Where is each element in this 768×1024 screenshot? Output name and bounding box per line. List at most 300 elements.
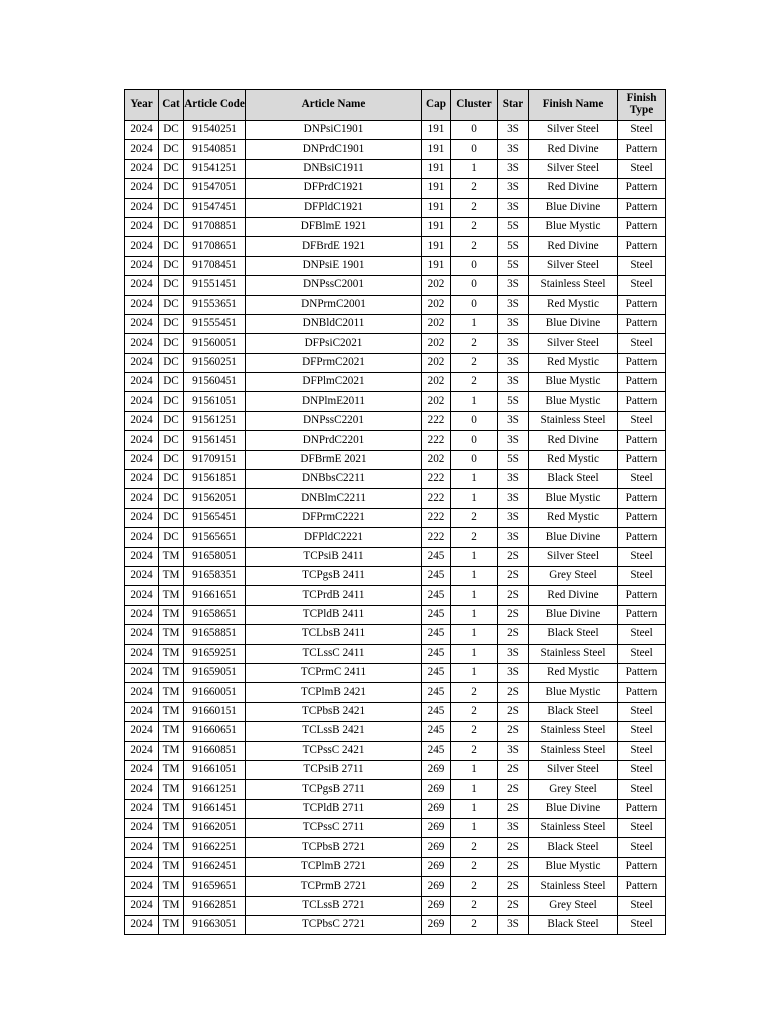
year-cell: 2024 bbox=[125, 450, 159, 469]
star-cell: 3S bbox=[498, 663, 529, 682]
cluster-cell: 2 bbox=[451, 198, 498, 217]
year-cell: 2024 bbox=[125, 780, 159, 799]
finish-name-cell: Blue Mystic bbox=[529, 683, 618, 702]
finish-type-cell: Steel bbox=[618, 334, 666, 353]
star-cell: 3S bbox=[498, 528, 529, 547]
table-row bbox=[125, 838, 666, 857]
finish-name-cell: Black Steel bbox=[529, 470, 618, 489]
table-row bbox=[125, 625, 666, 644]
article-name-cell: DFPrdC1921 bbox=[246, 179, 422, 198]
finish-type-cell: Steel bbox=[618, 760, 666, 779]
cap-cell: 222 bbox=[422, 528, 451, 547]
star-cell: 2S bbox=[498, 586, 529, 605]
table-row bbox=[125, 741, 666, 760]
table-row bbox=[125, 489, 666, 508]
finish-type-cell: Pattern bbox=[618, 431, 666, 450]
cap-cell: 245 bbox=[422, 644, 451, 663]
finish-type-cell: Steel bbox=[618, 566, 666, 585]
finish-type-cell: Steel bbox=[618, 159, 666, 178]
article-code-cell: 91547051 bbox=[184, 179, 246, 198]
cat-cell: TM bbox=[159, 896, 184, 915]
table-row bbox=[125, 140, 666, 159]
cat-cell: DC bbox=[159, 508, 184, 527]
article-name-cell: TCPssC 2421 bbox=[246, 741, 422, 760]
table-row bbox=[125, 644, 666, 663]
finish-type-cell: Steel bbox=[618, 838, 666, 857]
finish-type-cell: Steel bbox=[618, 256, 666, 275]
cat-cell: TM bbox=[159, 916, 184, 935]
cluster-cell: 1 bbox=[451, 566, 498, 585]
article-name-cell: TCPssC 2711 bbox=[246, 819, 422, 838]
star-cell: 3S bbox=[498, 140, 529, 159]
cat-cell: TM bbox=[159, 702, 184, 721]
year-cell: 2024 bbox=[125, 663, 159, 682]
finish-type-cell: Pattern bbox=[618, 295, 666, 314]
cap-cell: 202 bbox=[422, 295, 451, 314]
star-cell: 2S bbox=[498, 605, 529, 624]
star-cell: 3S bbox=[498, 276, 529, 295]
header-cat: Cat bbox=[159, 90, 184, 121]
cluster-cell: 1 bbox=[451, 159, 498, 178]
table-row bbox=[125, 392, 666, 411]
finish-type-cell: Steel bbox=[618, 741, 666, 760]
cat-cell: DC bbox=[159, 314, 184, 333]
finish-type-cell: Pattern bbox=[618, 353, 666, 372]
finish-type-cell: Steel bbox=[618, 722, 666, 741]
article-name-cell: DFBlmE 1921 bbox=[246, 217, 422, 236]
article-table bbox=[124, 89, 666, 935]
cap-cell: 222 bbox=[422, 411, 451, 430]
finish-name-cell: Red Divine bbox=[529, 237, 618, 256]
year-cell: 2024 bbox=[125, 838, 159, 857]
table-row bbox=[125, 450, 666, 469]
year-cell: 2024 bbox=[125, 799, 159, 818]
finish-type-cell: Pattern bbox=[618, 217, 666, 236]
year-cell: 2024 bbox=[125, 547, 159, 566]
star-cell: 5S bbox=[498, 237, 529, 256]
star-cell: 3S bbox=[498, 295, 529, 314]
table-row bbox=[125, 586, 666, 605]
article-code-cell: 91547451 bbox=[184, 198, 246, 217]
cap-cell: 269 bbox=[422, 780, 451, 799]
cluster-cell: 2 bbox=[451, 353, 498, 372]
table-row bbox=[125, 760, 666, 779]
cluster-cell: 1 bbox=[451, 586, 498, 605]
article-name-cell: TCPldB 2411 bbox=[246, 605, 422, 624]
article-name-cell: DNPssC2001 bbox=[246, 276, 422, 295]
finish-name-cell: Stainless Steel bbox=[529, 276, 618, 295]
cap-cell: 202 bbox=[422, 450, 451, 469]
article-code-cell: 91561051 bbox=[184, 392, 246, 411]
article-code-cell: 91658351 bbox=[184, 566, 246, 585]
finish-name-cell: Silver Steel bbox=[529, 256, 618, 275]
finish-type-cell: Steel bbox=[618, 547, 666, 566]
article-code-cell: 91658051 bbox=[184, 547, 246, 566]
star-cell: 2S bbox=[498, 702, 529, 721]
article-name-cell: TCPlmB 2421 bbox=[246, 683, 422, 702]
cap-cell: 202 bbox=[422, 334, 451, 353]
year-cell: 2024 bbox=[125, 353, 159, 372]
table-row bbox=[125, 702, 666, 721]
star-cell: 3S bbox=[498, 411, 529, 430]
cluster-cell: 1 bbox=[451, 489, 498, 508]
article-name-cell: DNPssC2201 bbox=[246, 411, 422, 430]
table-row bbox=[125, 683, 666, 702]
cat-cell: TM bbox=[159, 877, 184, 896]
table-row bbox=[125, 314, 666, 333]
table-row bbox=[125, 295, 666, 314]
cap-cell: 269 bbox=[422, 877, 451, 896]
finish-type-cell: Steel bbox=[618, 819, 666, 838]
article-code-cell: 91659651 bbox=[184, 877, 246, 896]
table-row bbox=[125, 508, 666, 527]
article-name-cell: TCPsiB 2411 bbox=[246, 547, 422, 566]
cat-cell: TM bbox=[159, 838, 184, 857]
cat-cell: DC bbox=[159, 179, 184, 198]
star-cell: 3S bbox=[498, 121, 529, 140]
finish-name-cell: Blue Divine bbox=[529, 605, 618, 624]
article-name-cell: TCPgsB 2711 bbox=[246, 780, 422, 799]
finish-type-cell: Steel bbox=[618, 121, 666, 140]
table-row bbox=[125, 159, 666, 178]
table-header bbox=[125, 90, 666, 121]
article-name-cell: TCPbsC 2721 bbox=[246, 916, 422, 935]
cat-cell: DC bbox=[159, 217, 184, 236]
year-cell: 2024 bbox=[125, 179, 159, 198]
year-cell: 2024 bbox=[125, 314, 159, 333]
finish-name-cell: Grey Steel bbox=[529, 896, 618, 915]
cat-cell: TM bbox=[159, 722, 184, 741]
year-cell: 2024 bbox=[125, 140, 159, 159]
article-code-cell: 91658651 bbox=[184, 605, 246, 624]
table-row bbox=[125, 663, 666, 682]
cat-cell: TM bbox=[159, 741, 184, 760]
cluster-cell: 2 bbox=[451, 373, 498, 392]
article-code-cell: 91662251 bbox=[184, 838, 246, 857]
cat-cell: TM bbox=[159, 663, 184, 682]
table-row bbox=[125, 547, 666, 566]
year-cell: 2024 bbox=[125, 508, 159, 527]
finish-type-cell: Pattern bbox=[618, 663, 666, 682]
cluster-cell: 2 bbox=[451, 334, 498, 353]
finish-type-cell: Steel bbox=[618, 896, 666, 915]
cap-cell: 245 bbox=[422, 547, 451, 566]
cap-cell: 245 bbox=[422, 683, 451, 702]
finish-type-cell: Pattern bbox=[618, 237, 666, 256]
article-code-cell: 91661651 bbox=[184, 586, 246, 605]
star-cell: 3S bbox=[498, 644, 529, 663]
article-name-cell: DFPlmC2021 bbox=[246, 373, 422, 392]
cap-cell: 191 bbox=[422, 121, 451, 140]
cap-cell: 269 bbox=[422, 799, 451, 818]
finish-type-cell: Pattern bbox=[618, 373, 666, 392]
star-cell: 2S bbox=[498, 566, 529, 585]
table-row bbox=[125, 198, 666, 217]
finish-type-cell: Steel bbox=[618, 625, 666, 644]
article-name-cell: DFBrdE 1921 bbox=[246, 237, 422, 256]
finish-name-cell: Black Steel bbox=[529, 916, 618, 935]
cap-cell: 191 bbox=[422, 217, 451, 236]
year-cell: 2024 bbox=[125, 392, 159, 411]
cluster-cell: 1 bbox=[451, 392, 498, 411]
cap-cell: 222 bbox=[422, 470, 451, 489]
cat-cell: DC bbox=[159, 276, 184, 295]
year-cell: 2024 bbox=[125, 489, 159, 508]
article-code-cell: 91553651 bbox=[184, 295, 246, 314]
year-cell: 2024 bbox=[125, 605, 159, 624]
finish-name-cell: Red Divine bbox=[529, 431, 618, 450]
header-star: Star bbox=[498, 90, 529, 121]
finish-type-cell: Pattern bbox=[618, 799, 666, 818]
finish-type-cell: Pattern bbox=[618, 140, 666, 159]
cap-cell: 269 bbox=[422, 857, 451, 876]
cat-cell: DC bbox=[159, 373, 184, 392]
article-code-cell: 91662451 bbox=[184, 857, 246, 876]
star-cell: 3S bbox=[498, 489, 529, 508]
cat-cell: DC bbox=[159, 528, 184, 547]
star-cell: 2S bbox=[498, 780, 529, 799]
cap-cell: 269 bbox=[422, 916, 451, 935]
cluster-cell: 2 bbox=[451, 179, 498, 198]
cap-cell: 245 bbox=[422, 663, 451, 682]
finish-name-cell: Blue Mystic bbox=[529, 857, 618, 876]
article-name-cell: TCLssC 2411 bbox=[246, 644, 422, 663]
star-cell: 3S bbox=[498, 373, 529, 392]
cat-cell: TM bbox=[159, 605, 184, 624]
article-name-cell: DFPsiC2021 bbox=[246, 334, 422, 353]
cap-cell: 191 bbox=[422, 198, 451, 217]
finish-name-cell: Stainless Steel bbox=[529, 722, 618, 741]
header-finish-type: Finish Type bbox=[618, 90, 666, 121]
finish-type-cell: Steel bbox=[618, 916, 666, 935]
article-code-cell: 91708651 bbox=[184, 237, 246, 256]
table-row bbox=[125, 799, 666, 818]
finish-name-cell: Stainless Steel bbox=[529, 741, 618, 760]
cap-cell: 245 bbox=[422, 586, 451, 605]
article-code-cell: 91561851 bbox=[184, 470, 246, 489]
cluster-cell: 1 bbox=[451, 605, 498, 624]
article-code-cell: 91662051 bbox=[184, 819, 246, 838]
star-cell: 2S bbox=[498, 722, 529, 741]
year-cell: 2024 bbox=[125, 295, 159, 314]
article-name-cell: DNPsiC1901 bbox=[246, 121, 422, 140]
cluster-cell: 2 bbox=[451, 916, 498, 935]
finish-name-cell: Blue Mystic bbox=[529, 489, 618, 508]
cluster-cell: 1 bbox=[451, 819, 498, 838]
article-code-cell: 91560251 bbox=[184, 353, 246, 372]
finish-type-cell: Steel bbox=[618, 470, 666, 489]
star-cell: 2S bbox=[498, 838, 529, 857]
cap-cell: 245 bbox=[422, 702, 451, 721]
table-row bbox=[125, 896, 666, 915]
cap-cell: 191 bbox=[422, 179, 451, 198]
year-cell: 2024 bbox=[125, 857, 159, 876]
cap-cell: 245 bbox=[422, 741, 451, 760]
year-cell: 2024 bbox=[125, 411, 159, 430]
finish-name-cell: Red Mystic bbox=[529, 450, 618, 469]
cat-cell: DC bbox=[159, 295, 184, 314]
table-row bbox=[125, 780, 666, 799]
star-cell: 3S bbox=[498, 179, 529, 198]
cat-cell: DC bbox=[159, 237, 184, 256]
finish-name-cell: Silver Steel bbox=[529, 760, 618, 779]
cat-cell: DC bbox=[159, 450, 184, 469]
finish-name-cell: Blue Mystic bbox=[529, 392, 618, 411]
article-code-cell: 91662851 bbox=[184, 896, 246, 915]
finish-type-cell: Steel bbox=[618, 780, 666, 799]
cap-cell: 222 bbox=[422, 489, 451, 508]
cap-cell: 191 bbox=[422, 159, 451, 178]
finish-name-cell: Black Steel bbox=[529, 838, 618, 857]
cluster-cell: 2 bbox=[451, 722, 498, 741]
cap-cell: 269 bbox=[422, 819, 451, 838]
article-code-cell: 91555451 bbox=[184, 314, 246, 333]
year-cell: 2024 bbox=[125, 528, 159, 547]
finish-name-cell: Blue Mystic bbox=[529, 217, 618, 236]
table-row bbox=[125, 217, 666, 236]
article-code-cell: 91565451 bbox=[184, 508, 246, 527]
year-cell: 2024 bbox=[125, 159, 159, 178]
star-cell: 3S bbox=[498, 741, 529, 760]
header-year: Year bbox=[125, 90, 159, 121]
article-name-cell: DNPrdC2201 bbox=[246, 431, 422, 450]
finish-name-cell: Red Mystic bbox=[529, 295, 618, 314]
table-row bbox=[125, 276, 666, 295]
cluster-cell: 0 bbox=[451, 140, 498, 159]
year-cell: 2024 bbox=[125, 198, 159, 217]
table-row bbox=[125, 470, 666, 489]
cat-cell: TM bbox=[159, 799, 184, 818]
finish-name-cell: Stainless Steel bbox=[529, 819, 618, 838]
year-cell: 2024 bbox=[125, 683, 159, 702]
cap-cell: 202 bbox=[422, 392, 451, 411]
article-code-cell: 91660851 bbox=[184, 741, 246, 760]
finish-type-cell: Steel bbox=[618, 411, 666, 430]
article-code-cell: 91565651 bbox=[184, 528, 246, 547]
table-row bbox=[125, 857, 666, 876]
cluster-cell: 2 bbox=[451, 857, 498, 876]
cap-cell: 222 bbox=[422, 431, 451, 450]
finish-name-cell: Stainless Steel bbox=[529, 411, 618, 430]
finish-type-cell: Pattern bbox=[618, 450, 666, 469]
article-code-cell: 91659251 bbox=[184, 644, 246, 663]
cluster-cell: 1 bbox=[451, 547, 498, 566]
cat-cell: TM bbox=[159, 566, 184, 585]
year-cell: 2024 bbox=[125, 373, 159, 392]
header-article-code: Article Code bbox=[184, 90, 246, 121]
header-cluster: Cluster bbox=[451, 90, 498, 121]
cat-cell: TM bbox=[159, 683, 184, 702]
article-code-cell: 91560451 bbox=[184, 373, 246, 392]
cluster-cell: 1 bbox=[451, 625, 498, 644]
finish-name-cell: Stainless Steel bbox=[529, 877, 618, 896]
star-cell: 2S bbox=[498, 625, 529, 644]
table-row bbox=[125, 722, 666, 741]
star-cell: 3S bbox=[498, 819, 529, 838]
star-cell: 3S bbox=[498, 508, 529, 527]
star-cell: 5S bbox=[498, 217, 529, 236]
cap-cell: 245 bbox=[422, 722, 451, 741]
article-code-cell: 91660151 bbox=[184, 702, 246, 721]
star-cell: 5S bbox=[498, 392, 529, 411]
finish-name-cell: Blue Divine bbox=[529, 314, 618, 333]
cap-cell: 202 bbox=[422, 373, 451, 392]
year-cell: 2024 bbox=[125, 586, 159, 605]
cluster-cell: 2 bbox=[451, 528, 498, 547]
article-code-cell: 91708851 bbox=[184, 217, 246, 236]
cap-cell: 269 bbox=[422, 896, 451, 915]
cat-cell: DC bbox=[159, 198, 184, 217]
cat-cell: TM bbox=[159, 625, 184, 644]
finish-name-cell: Grey Steel bbox=[529, 780, 618, 799]
year-cell: 2024 bbox=[125, 702, 159, 721]
cluster-cell: 1 bbox=[451, 314, 498, 333]
year-cell: 2024 bbox=[125, 722, 159, 741]
year-cell: 2024 bbox=[125, 276, 159, 295]
star-cell: 3S bbox=[498, 334, 529, 353]
cluster-cell: 1 bbox=[451, 644, 498, 663]
cap-cell: 202 bbox=[422, 314, 451, 333]
table-row bbox=[125, 334, 666, 353]
article-code-cell: 91658851 bbox=[184, 625, 246, 644]
article-name-cell: DNBsiC1911 bbox=[246, 159, 422, 178]
cap-cell: 202 bbox=[422, 276, 451, 295]
year-cell: 2024 bbox=[125, 916, 159, 935]
article-code-cell: 91560051 bbox=[184, 334, 246, 353]
cluster-cell: 2 bbox=[451, 896, 498, 915]
table-row bbox=[125, 256, 666, 275]
article-name-cell: DFPldC2221 bbox=[246, 528, 422, 547]
table-row bbox=[125, 916, 666, 935]
star-cell: 2S bbox=[498, 799, 529, 818]
finish-name-cell: Silver Steel bbox=[529, 334, 618, 353]
article-code-cell: 91661251 bbox=[184, 780, 246, 799]
star-cell: 3S bbox=[498, 353, 529, 372]
cat-cell: TM bbox=[159, 586, 184, 605]
article-name-cell: DNBbsC2211 bbox=[246, 470, 422, 489]
article-table-sheet bbox=[124, 89, 666, 935]
star-cell: 2S bbox=[498, 857, 529, 876]
cat-cell: DC bbox=[159, 470, 184, 489]
cat-cell: DC bbox=[159, 159, 184, 178]
article-code-cell: 91709151 bbox=[184, 450, 246, 469]
table-row bbox=[125, 605, 666, 624]
cluster-cell: 0 bbox=[451, 295, 498, 314]
article-code-cell: 91540851 bbox=[184, 140, 246, 159]
cluster-cell: 2 bbox=[451, 217, 498, 236]
star-cell: 2S bbox=[498, 877, 529, 896]
table-row bbox=[125, 877, 666, 896]
article-name-cell: DFPldC1921 bbox=[246, 198, 422, 217]
finish-name-cell: Silver Steel bbox=[529, 159, 618, 178]
article-name-cell: DFPrmC2221 bbox=[246, 508, 422, 527]
finish-name-cell: Black Steel bbox=[529, 625, 618, 644]
cluster-cell: 0 bbox=[451, 411, 498, 430]
header-cap: Cap bbox=[422, 90, 451, 121]
finish-type-cell: Pattern bbox=[618, 179, 666, 198]
finish-name-cell: Blue Mystic bbox=[529, 373, 618, 392]
article-name-cell: TCPrdB 2411 bbox=[246, 586, 422, 605]
article-name-cell: TCPrmC 2411 bbox=[246, 663, 422, 682]
star-cell: 2S bbox=[498, 683, 529, 702]
cat-cell: TM bbox=[159, 780, 184, 799]
finish-name-cell: Stainless Steel bbox=[529, 644, 618, 663]
article-code-cell: 91661051 bbox=[184, 760, 246, 779]
table-row bbox=[125, 411, 666, 430]
star-cell: 3S bbox=[498, 159, 529, 178]
star-cell: 3S bbox=[498, 198, 529, 217]
finish-name-cell: Blue Divine bbox=[529, 198, 618, 217]
